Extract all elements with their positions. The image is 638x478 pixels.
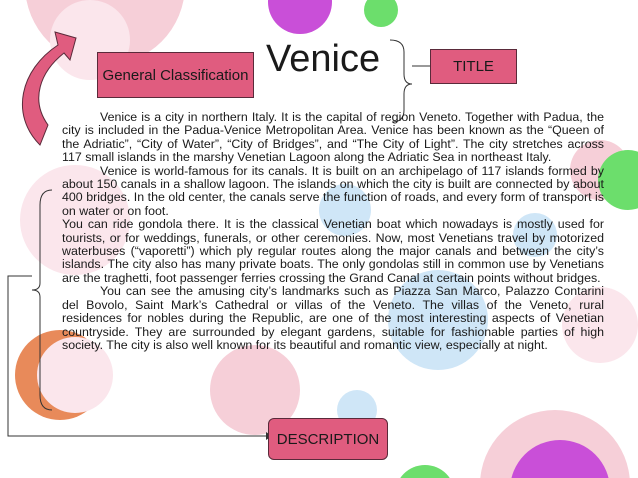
paragraph-4: You can see the amusing city’s landmarks such as Piazza San Marco, Palazzo Contarini del Bovolo, Saint Mark’s Cathedral or villas of the Veneto. The villas of the Veneto, rural residences for nobles during the Republic, are one of the most interesting aspects of Venetian countryside. They are surrounded by elegant gardens, suitable for fashionable parties of high society. The city is also well known for its beautiful and romantic view, especially at night. — [62, 284, 604, 352]
paragraph-2: Venice is world-famous for its canals. It is built on an archipelago of 117 islands formed by about 150 canals in a shallow lagoon. The islands on which the city is built are connected by about 400 bridges. In the old center, the canals serve the function of roads, and every form of transport is on water or on foot. — [62, 163, 604, 218]
green-circle-top — [364, 0, 398, 27]
title-label: TITLE — [430, 49, 517, 84]
paragraph-1: Venice is a city in northern Italy. It is the capital of region Veneto. Together with Padua, the city is included in the Padua-Venice Metropolitan Area. Venice has been known as the “Queen of the Adriatic”, “City of Water”, “City of Bridges”, and “The City of Light”. The city stretches across 117 small islands in the marshy Venetian Lagoon along the Adriatic Sea in northeast Italy. — [62, 110, 604, 165]
general-classification-label: General Classification — [97, 52, 254, 98]
purple-circle-top — [268, 0, 332, 34]
description-text — [62, 111, 604, 352]
description-label: DESCRIPTION — [268, 418, 388, 460]
paragraph-3: You can ride gondola there. It is the classical Venetian boat which nowadays is mostly used for tourists, or for weddings, funerals, or other ceremonies. Now, most Venetians travel by motorized waterbuses (“vaporetti”) which ply regular routes along the major canals and between the city’s islands. The city also has many private boats. The only gondolas still in common use by Venetians are the traghetti, foot passenger ferries crossing the Grand Canal at certain points without bridges. — [62, 217, 604, 285]
page-title: Venice — [266, 38, 381, 80]
green-circle-bottom — [395, 465, 455, 478]
